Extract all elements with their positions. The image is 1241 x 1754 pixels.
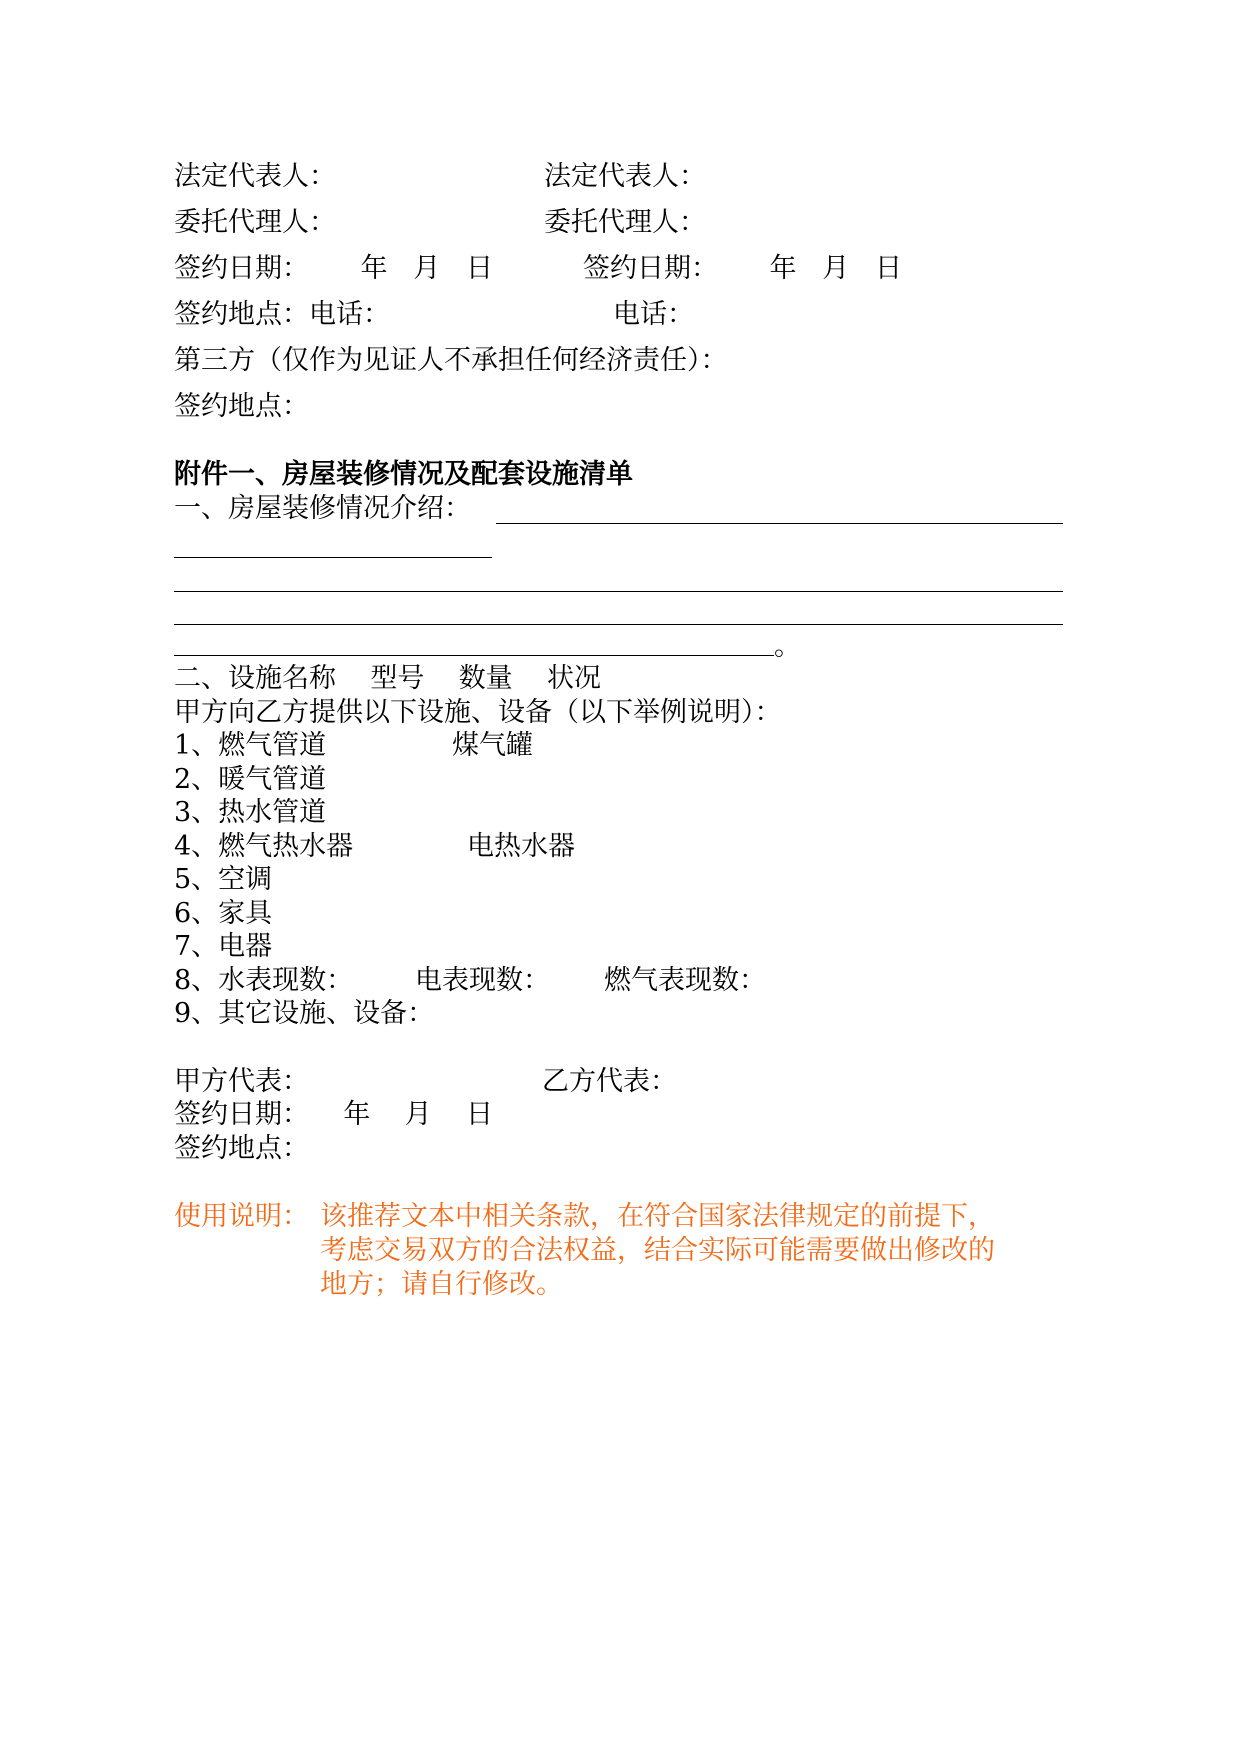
agent-a-label: 委托代理人： [174, 207, 336, 238]
fill-line [174, 591, 1063, 592]
facility-intro: 甲方向乙方提供以下设施、设备（以下举例说明）： [174, 697, 782, 728]
list-item: 3、热水管道 [174, 797, 327, 828]
fill-line [496, 523, 1063, 524]
annex-title: 附件一、房屋装修情况及配套设施清单 [174, 459, 633, 490]
usage-note-line: 该推荐文本中相关条款，在符合国家法律规定的前提下， [320, 1201, 995, 1232]
list-item: 7、电器 [174, 931, 273, 962]
fill-line [174, 655, 774, 656]
agent-b-label: 委托代理人： [544, 207, 706, 238]
usage-note-line: 地方；请自行修改。 [320, 1269, 563, 1300]
list-item-extra: 电热水器 [467, 831, 575, 862]
legal-rep-b-label: 法定代表人： [544, 161, 706, 192]
gas-meter-label: 燃气表现数： [604, 965, 766, 996]
list-item: 4、燃气热水器 [174, 831, 354, 862]
list-item: 6、家具 [174, 898, 273, 929]
party-b-rep-label: 乙方代表： [542, 1066, 677, 1097]
list-item: 1、燃气管道 [174, 730, 327, 761]
fill-period: 。 [774, 631, 801, 662]
electric-meter-label: 电表现数： [415, 965, 550, 996]
footer-sign-date: 签约日期： 年 月 日 [174, 1099, 493, 1130]
sign-date-b: 签约日期： 年 月 日 [583, 253, 902, 284]
water-meter-label: 8、水表现数： [174, 965, 354, 996]
legal-rep-a-label: 法定代表人： [174, 161, 336, 192]
third-party-sign-place: 签约地点： [174, 391, 309, 422]
sign-date-a: 签约日期： 年 月 日 [174, 253, 493, 284]
facility-header: 二、设施名称 型号 数量 状况 [174, 663, 601, 694]
fill-line [174, 557, 492, 558]
list-item-extra: 煤气罐 [452, 730, 533, 761]
sign-place-phone-a: 签约地点：电话： [174, 299, 390, 330]
list-item: 5、空调 [174, 864, 273, 895]
other-facilities-label: 9、其它设施、设备： [174, 998, 435, 1029]
party-a-rep-label: 甲方代表： [174, 1066, 309, 1097]
decoration-label: 一、房屋装修情况介绍： [174, 493, 471, 524]
third-party-line: 第三方（仅作为见证人不承担任何经济责任）： [174, 345, 728, 376]
fill-line [174, 624, 1063, 625]
usage-note-line: 考虑交易双方的合法权益，结合实际可能需要做出修改的 [320, 1235, 995, 1266]
list-item: 2、暖气管道 [174, 764, 327, 795]
footer-sign-place: 签约地点： [174, 1133, 309, 1164]
usage-note-label: 使用说明： [174, 1201, 309, 1232]
phone-b-label: 电话： [613, 299, 694, 330]
